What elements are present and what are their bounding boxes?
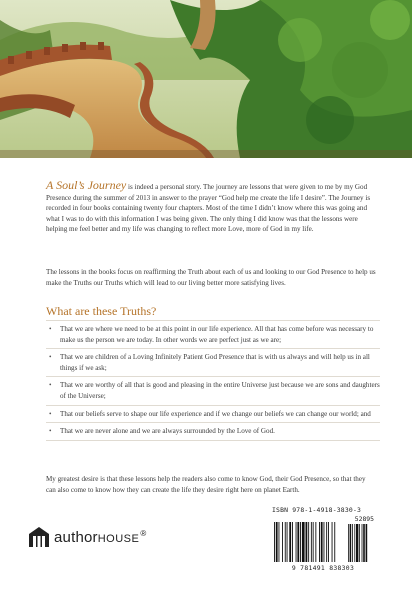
barcode-bar	[326, 522, 327, 562]
barcode-bar	[319, 522, 320, 562]
addon-barcode-bar	[356, 524, 358, 562]
bullet-icon: •	[49, 409, 52, 418]
great-wall-painting	[0, 0, 412, 158]
ean-number: 9 781491 838303	[291, 564, 355, 572]
publisher-logo	[28, 526, 146, 548]
truth-text: That our beliefs serve to shape our life experience and if we change our beliefs we can change our world; and	[60, 409, 371, 418]
intro-paragraph	[46, 180, 376, 235]
addon-barcode-bar	[350, 524, 352, 562]
addon-barcode-bar	[366, 524, 368, 562]
addon-barcode-bar	[348, 524, 349, 562]
addon-barcode-bar	[354, 524, 355, 562]
truth-text: That we are worthy of all that is good and pleasing in the entire Universe just because we are sons and daughters of the Universe;	[60, 381, 380, 400]
bullet-icon: •	[49, 381, 52, 390]
barcode-bar	[287, 522, 288, 562]
barcode-bar	[315, 522, 316, 562]
addon-barcode-bar	[363, 524, 365, 562]
barcode-bar	[296, 522, 297, 562]
addon-barcode-bar	[352, 524, 353, 562]
barcode-bar	[292, 522, 293, 562]
truth-text: That we are never alone and we are always surrounded by the Love of God.	[60, 427, 275, 436]
barcode-bar	[332, 522, 333, 562]
publisher-name-upper: HOUSE	[97, 532, 140, 545]
registered-mark: ®	[140, 528, 147, 538]
barcode-bar	[306, 522, 308, 562]
barcode-bar	[285, 522, 286, 562]
book-title: A Soul’s Journey	[46, 178, 127, 192]
addon-barcode-bar	[362, 524, 363, 562]
barcode-bar	[302, 522, 305, 562]
authorhouse-house-icon	[28, 526, 50, 548]
closing-paragraph: My greatest desire is that these lessons help the readers also come to know God, their God Presence, so that they can also come to know how they can create the life they desire right here on planet Earth.	[46, 475, 366, 494]
barcode-bar	[279, 522, 280, 562]
cover-illustration	[0, 0, 412, 158]
barcode-bar	[274, 522, 275, 562]
barcode-bar	[297, 522, 299, 562]
bullet-icon: •	[49, 427, 52, 436]
publisher-name	[54, 529, 146, 546]
list-item	[46, 422, 380, 441]
barcode-bar	[289, 522, 291, 562]
truths-list	[46, 320, 380, 441]
barcode-bar	[328, 522, 329, 562]
barcode-bar	[311, 522, 312, 562]
truth-text: That we are where we need to be at this point in our life experience. All that has come before was necessary to make us the person we are today. In other words we are perfect just as we are;	[60, 325, 374, 344]
isbn-label: ISBN 978-1-4918-3830-3	[272, 506, 362, 514]
barcode-bar	[276, 522, 278, 562]
price-code: 52895	[354, 515, 374, 523]
publisher-name-lower: author	[54, 528, 98, 546]
truth-text: That we are children of a Loving Infinitely Patient God Presence that is with us always and will help us in all things if we ask;	[60, 353, 370, 372]
barcode-bar	[324, 522, 325, 562]
barcode-bar	[282, 522, 283, 562]
barcode-bars	[272, 522, 374, 564]
intro-text: is indeed a personal story. The journey are lessons that were given to me by my God Presence during the summer of 2013 in answer to the prayer “God help me create the life I desire”. The Journey is recorded in four books containing twenty four chapters. Most of the time I didn’t know where this was going and what I was to do with this information I was being given. The only thing I did know was that the lessons were helping me feel better and my life was changing to reflect more Love, more of God in my life.	[46, 183, 371, 234]
list-item	[46, 320, 380, 348]
barcode-bar	[313, 522, 314, 562]
barcode-bar	[334, 522, 335, 562]
addon-barcode-bar	[359, 524, 360, 562]
list-item	[46, 405, 380, 423]
list-item	[46, 348, 380, 376]
barcode-bar	[321, 522, 323, 562]
list-item	[46, 376, 380, 404]
barcode-bar	[308, 522, 309, 562]
isbn-barcode	[272, 506, 374, 572]
truths-heading: What are these Truths?	[46, 304, 157, 318]
bullet-icon: •	[49, 325, 52, 333]
barcode-bar	[300, 522, 301, 562]
bullet-icon: •	[49, 353, 52, 362]
lessons-paragraph: The lessons in the books focus on reaffirming the Truth about each of us and looking to our God Presence to help us make the Truths our Truths which will lead to our living better more satisfying lives.	[46, 268, 376, 287]
